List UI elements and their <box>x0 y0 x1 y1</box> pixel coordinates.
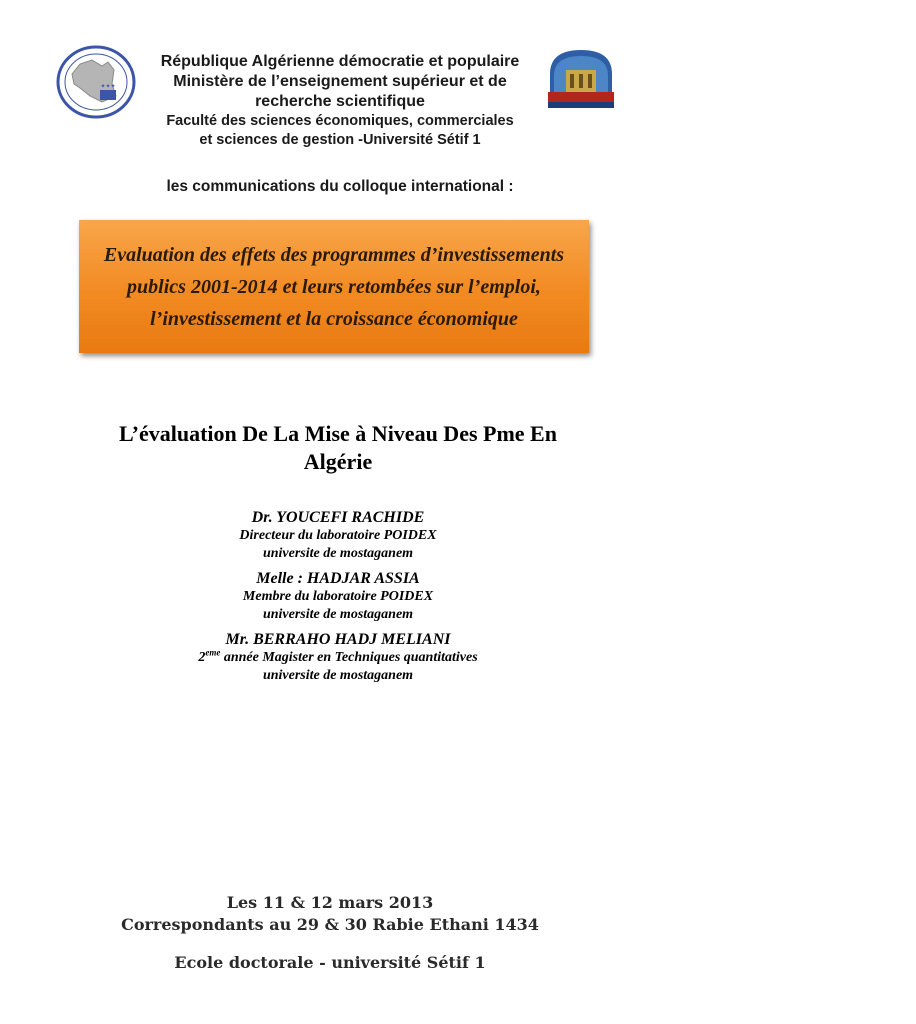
author-university: universite de mostaganem <box>262 546 414 561</box>
author-role <box>110 649 566 667</box>
banner-text <box>94 239 574 335</box>
event-dates: Les 11 & 12 mars 2013 <box>226 893 434 912</box>
author-entry <box>110 569 566 624</box>
paper-title <box>60 420 616 476</box>
footer-spacer <box>100 936 560 952</box>
authors-block <box>110 508 566 691</box>
event-hijri-dates: Correspondants au 29 & 30 Rabie Ethani 1434 <box>121 915 539 934</box>
faculty-map-logo-icon <box>56 44 136 120</box>
banner-line-2: publics 2001-2014 et leurs retombées sur l’emploi, <box>127 275 541 298</box>
author-role-prefix: 2 <box>198 650 206 665</box>
header-line-university: et sciences de gestion -Université Sétif 1 <box>199 132 481 148</box>
author-role: Membre du laboratoire POIDEX <box>242 589 434 604</box>
author-name: Melle : HADJAR ASSIA <box>256 570 420 587</box>
svg-text:✦✦✦: ✦✦✦ <box>100 83 116 90</box>
author-university: universite de mostaganem <box>262 607 414 622</box>
banner-line-1: Evaluation des effets des programmes d’investissements <box>103 243 565 266</box>
paper-title-line-1: L’évaluation De La Mise à Niveau Des Pme En <box>119 421 557 446</box>
author-role-superscript: eme <box>205 647 221 658</box>
paper-title-line-2: Algérie <box>303 449 373 474</box>
author-entry <box>110 508 566 563</box>
author-university: universite de mostaganem <box>262 668 414 683</box>
header-line-faculty: Faculté des sciences économiques, commerciales <box>166 113 514 129</box>
author-role-text: année Magister en Techniques quantitatives <box>220 650 478 665</box>
author-name: Mr. BERRAHO HADJ MELIANI <box>225 631 451 648</box>
event-school: Ecole doctorale - université Sétif 1 <box>174 953 486 972</box>
author-entry <box>110 630 566 685</box>
event-footer <box>100 892 560 974</box>
author-role: Directeur du laboratoire POIDEX <box>239 528 437 543</box>
banner-line-3: l’investissement et la croissance économique <box>150 307 518 330</box>
header-line-ministry: Ministère de l’enseignement supérieur et de <box>173 73 507 90</box>
author-name: Dr. YOUCEFI RACHIDE <box>251 509 425 526</box>
colloque-theme-banner <box>79 220 589 353</box>
institution-header <box>140 52 540 150</box>
header-line-republic: République Algérienne démocratie et populaire <box>160 53 520 70</box>
colloque-label: les communications du colloque international : <box>166 178 514 195</box>
university-ferhat-abbas-logo-icon <box>544 46 618 110</box>
header-line-research: recherche scientifique <box>255 93 425 110</box>
